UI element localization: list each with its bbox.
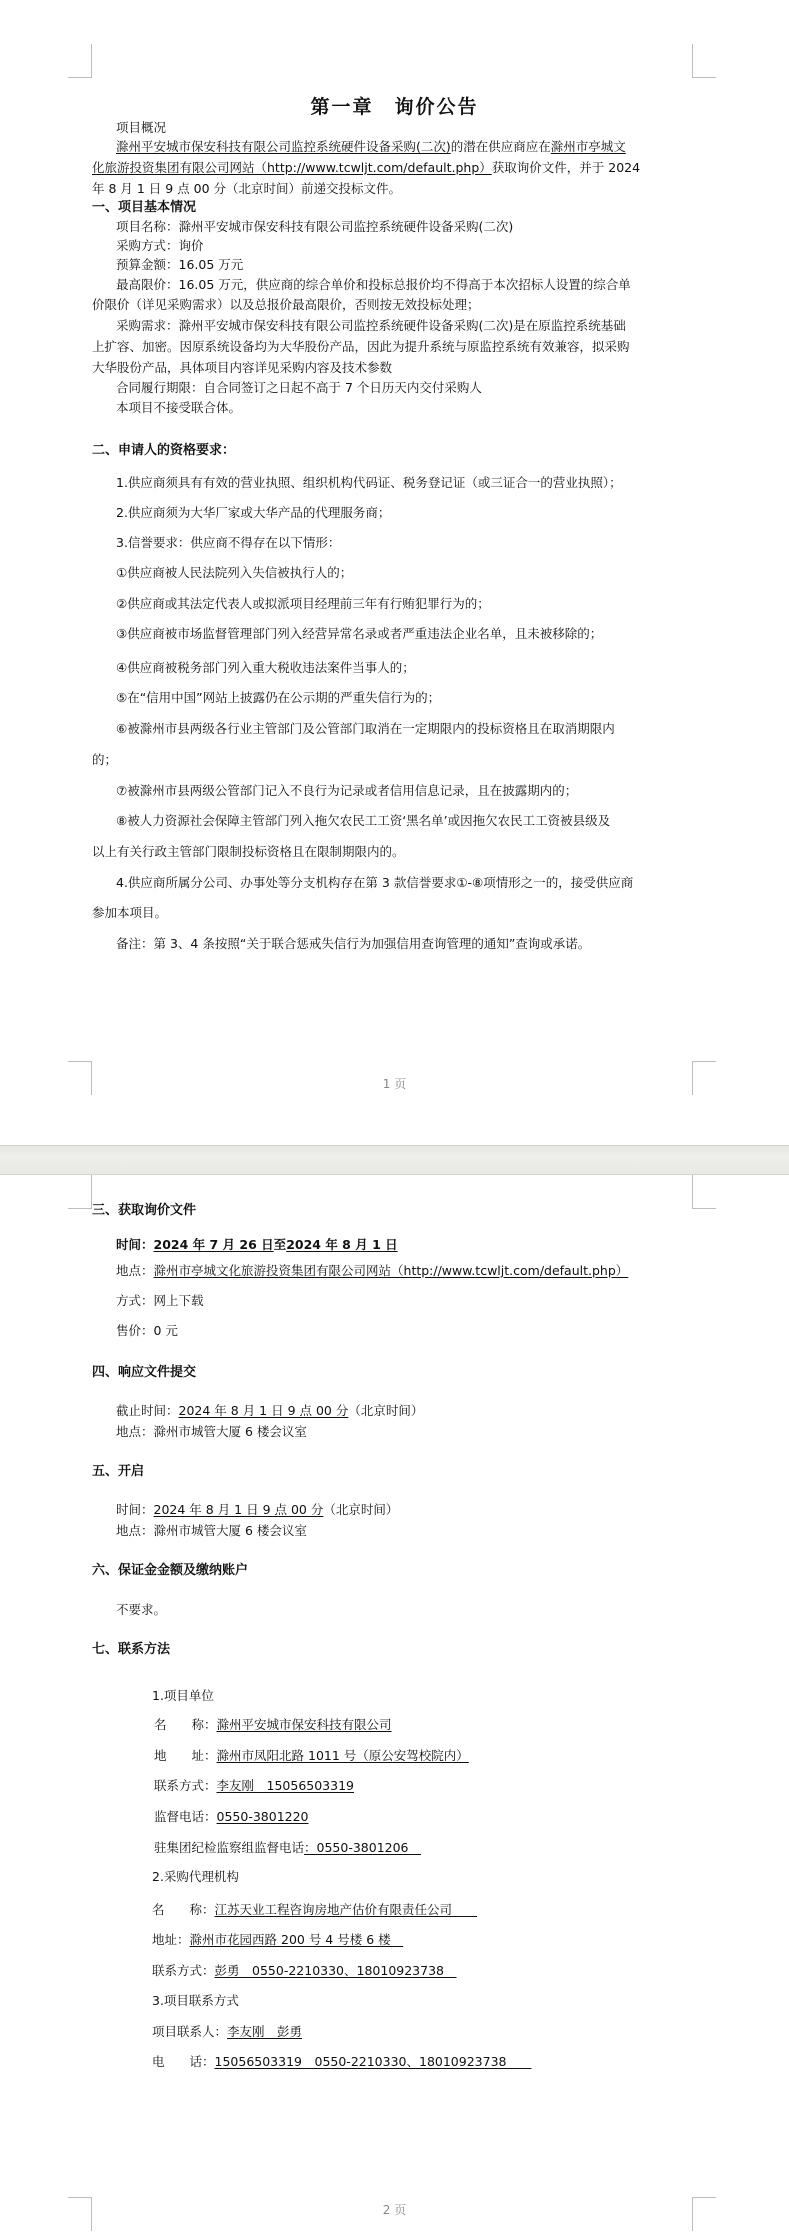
qualification-item: ⑦被滁州市县两级公管部门记入不良行为记录或者信用信息记录，且在披露期内的； [116, 783, 578, 798]
unit-name [92, 1717, 698, 1733]
page-separator [0, 1145, 789, 1175]
project-contact-person [92, 2024, 698, 2040]
demand-line: 上扩容、加密。因原系统设备均为大华股份产品，因此为提升系统与原监控系统有效兼容，拟采购 [92, 339, 630, 354]
qualification-item: ⑥被滁州市县两级各行业主管部门及公管部门取消在一定期限内的投标资格且在取消期限内 [116, 721, 615, 736]
label: 联系方式： [154, 1778, 217, 1793]
label: 电 话： [152, 2054, 215, 2069]
label: 名 称： [154, 1717, 217, 1732]
consortium-note: 本项目不接受联合体。 [116, 400, 242, 415]
start-date: 2024 年 7 月 26 日 [153, 1237, 274, 1252]
section-heading-1: 一、项目基本情况 [92, 200, 197, 215]
qualification-item: ⑤在“信用中国”网站上披露仍在公示期的严重失信行为的； [116, 690, 441, 705]
page-corner-mark [692, 1061, 716, 1095]
unit-contact [92, 1778, 698, 1794]
qualification-item: ②供应商或其法定代表人或拟派项目经理前三年有行贿犯罪行为的； [116, 596, 490, 611]
page-corner-mark [68, 1061, 92, 1095]
label: 截止时间： [116, 1403, 179, 1418]
download-method: 方式：网上下载 [116, 1293, 204, 1308]
page-number: 1 页 [382, 1077, 407, 1091]
contract-period: 合同履行期限：自合同签订之日起不高于 7 个日历天内交付采购人 [116, 380, 482, 395]
budget-amount: 预算金额：16.05 万元 [116, 257, 244, 272]
website-url-link: 化旅游投资集团有限公司网站（http://www.tcwljt.com/default.php） [92, 160, 492, 175]
section-heading-2: 二、申请人的资格要求： [92, 443, 236, 458]
qualification-item: ⑧被人力资源社会保障主管部门列入拖欠农民工工资‘黑名单’或因拖欠农民工工资被县级及 [116, 813, 611, 828]
demand-line: 大华股份产品，具体项目内容详见采购内容及技术参数 [92, 360, 393, 375]
value: 15056503319 0550-2210330、18010923738 [214, 2054, 532, 2069]
label: 地址： [152, 1932, 190, 1947]
label: 联系方式： [152, 1963, 215, 1978]
section-heading-4: 四、响应文件提交 [92, 1365, 197, 1380]
value: 滁州市花园西路 200 号 4 号楼 6 楼 [189, 1932, 404, 1947]
deadline-value: 2024 年 8 月 1 日 9 点 00 分 [178, 1403, 349, 1418]
text: （北京时间） [323, 1502, 399, 1517]
agency-title: 2.采购代理机构 [152, 1869, 239, 1884]
label: 时间： [116, 1237, 154, 1252]
deposit-requirement: 不要求。 [116, 1602, 167, 1617]
value: 李友刚 15056503319 [216, 1778, 354, 1793]
agency-address [92, 1932, 698, 1948]
page-title: 第一章 询价公告 [310, 96, 479, 118]
overview-heading: 项目概况 [116, 120, 167, 135]
qualification-remark: 备注：第 3、4 条按照“关于联合惩戒失信行为加强信用查询管理的通知”查询或承诺。 [116, 936, 591, 951]
procurement-method: 采购方式：询价 [116, 238, 204, 253]
download-time [92, 1237, 698, 1253]
document-price: 售价：0 元 [116, 1323, 178, 1338]
qualification-item: 的； [92, 752, 118, 767]
section-heading-5: 五、开启 [92, 1464, 145, 1479]
section-heading-6: 六、保证金金额及缴纳账户 [92, 1563, 249, 1578]
text: （北京时间） [348, 1403, 424, 1418]
download-place [92, 1263, 698, 1279]
value: 0550-3801220 [216, 1809, 309, 1824]
demand-line: 采购需求：滁州平安城市保安科技有限公司监控系统硬件设备采购(二次)是在原监控系统基础 [116, 318, 626, 333]
page-corner-mark [692, 44, 716, 78]
qualification-item: 2.供应商须为大华厂家或大华产品的代理服务商； [116, 505, 391, 520]
value: 滁州市凤阳北路 1011 号（原公安驾校院内） [216, 1748, 469, 1763]
document-page-2 [0, 1175, 789, 2237]
opening-place: 地点：滁州市城管大厦 6 楼会议室 [116, 1523, 307, 1538]
value: 滁州平安城市保安科技有限公司 [216, 1717, 392, 1732]
label: 项目联系人： [152, 2024, 228, 2039]
qualification-item: 1.供应商须具有有效的营业执照、组织机构代码证、税务登记证（或三证合一的营业执照）； [116, 475, 622, 490]
qualification-item: ①供应商被人民法院列入失信被执行人的； [116, 565, 353, 580]
section-heading-3: 三、获取询价文件 [92, 1203, 197, 1218]
page-corner-mark [68, 1175, 92, 1209]
unit-supervision-phone [92, 1809, 698, 1825]
page-corner-mark [692, 2197, 716, 2231]
end-date: 2024 年 8 月 1 日 [286, 1237, 398, 1252]
value: ：0550-3801206 [304, 1840, 422, 1855]
overview-paragraph-line [92, 160, 698, 176]
max-price-line: 价限价（详见采购需求）以及总报价最高限价，否则按无效投标处理； [92, 297, 480, 312]
website-name-link: 滁州市亭城文 [550, 139, 626, 154]
page-corner-mark [68, 44, 92, 78]
qualification-item: 4.供应商所属分公司、办事处等分支机构存在第 3 款信誉要求①-⑧项情形之一的，接受供应商 [116, 875, 634, 890]
project-contact-phone [92, 2054, 698, 2070]
label: 时间： [116, 1502, 154, 1517]
overview-paragraph-line: 年 8 月 1 日 9 点 00 分（北京时间）前递交投标文件。 [92, 181, 402, 196]
qualification-item: 3.信誉要求：供应商不得存在以下情形： [116, 535, 341, 550]
opening-time [92, 1502, 698, 1518]
label: 驻集团纪检监察组监督电话 [154, 1840, 305, 1855]
overview-paragraph-line [92, 139, 698, 155]
label: 地点： [116, 1263, 154, 1278]
label: 地 址： [154, 1748, 217, 1763]
project-name: 项目名称：滁州平安城市保安科技有限公司监控系统硬件设备采购(二次) [116, 219, 514, 234]
submission-deadline [92, 1403, 698, 1419]
value: 江苏天业工程咨询房地产估价有限责任公司 [214, 1902, 478, 1917]
qualification-item: ④供应商被税务部门列入重大税收违法案件当事人的； [116, 660, 415, 675]
contact-unit-title: 1.项目单位 [152, 1688, 214, 1703]
page-number: 2 页 [382, 2203, 407, 2217]
discipline-phone [92, 1840, 698, 1856]
text: 的潜在供应商应在 [450, 139, 551, 154]
project-contact-title: 3.项目联系方式 [152, 1993, 239, 2008]
agency-contact [92, 1963, 698, 1979]
unit-address [92, 1748, 698, 1764]
qualification-item: ③供应商被市场监督管理部门列入经营异常名录或者严重违法企业名单，且未被移除的； [116, 626, 603, 641]
max-price-line: 最高限价：16.05 万元，供应商的综合单价和投标总报价均不得高于本次招标人设置的综合单 [116, 277, 631, 292]
project-name-link: 滁州平安城市保安科技有限公司监控系统硬件设备采购(二次) [116, 139, 451, 154]
value: 彭勇 0550-2210330、18010923738 [214, 1963, 457, 1978]
label: 监督电话： [154, 1809, 217, 1824]
website-link[interactable]: 滁州市亭城文化旅游投资集团有限公司网站（http://www.tcwljt.com/default.php） [153, 1263, 629, 1278]
submission-place: 地点：滁州市城管大厦 6 楼会议室 [116, 1424, 307, 1439]
text: 至 [273, 1237, 287, 1252]
page-corner-mark [68, 2197, 92, 2231]
opening-value: 2024 年 8 月 1 日 9 点 00 分 [153, 1502, 324, 1517]
qualification-item: 参加本项目。 [92, 905, 168, 920]
agency-name [92, 1902, 698, 1918]
value: 李友刚 彭勇 [227, 2024, 303, 2039]
qualification-item: 以上有关行政主管部门限制投标资格且在限制期限内的。 [92, 844, 405, 859]
section-heading-7: 七、联系方法 [92, 1642, 171, 1657]
text: 获取询价文件，并于 2024 [491, 160, 641, 175]
label: 名 称： [152, 1902, 215, 1917]
